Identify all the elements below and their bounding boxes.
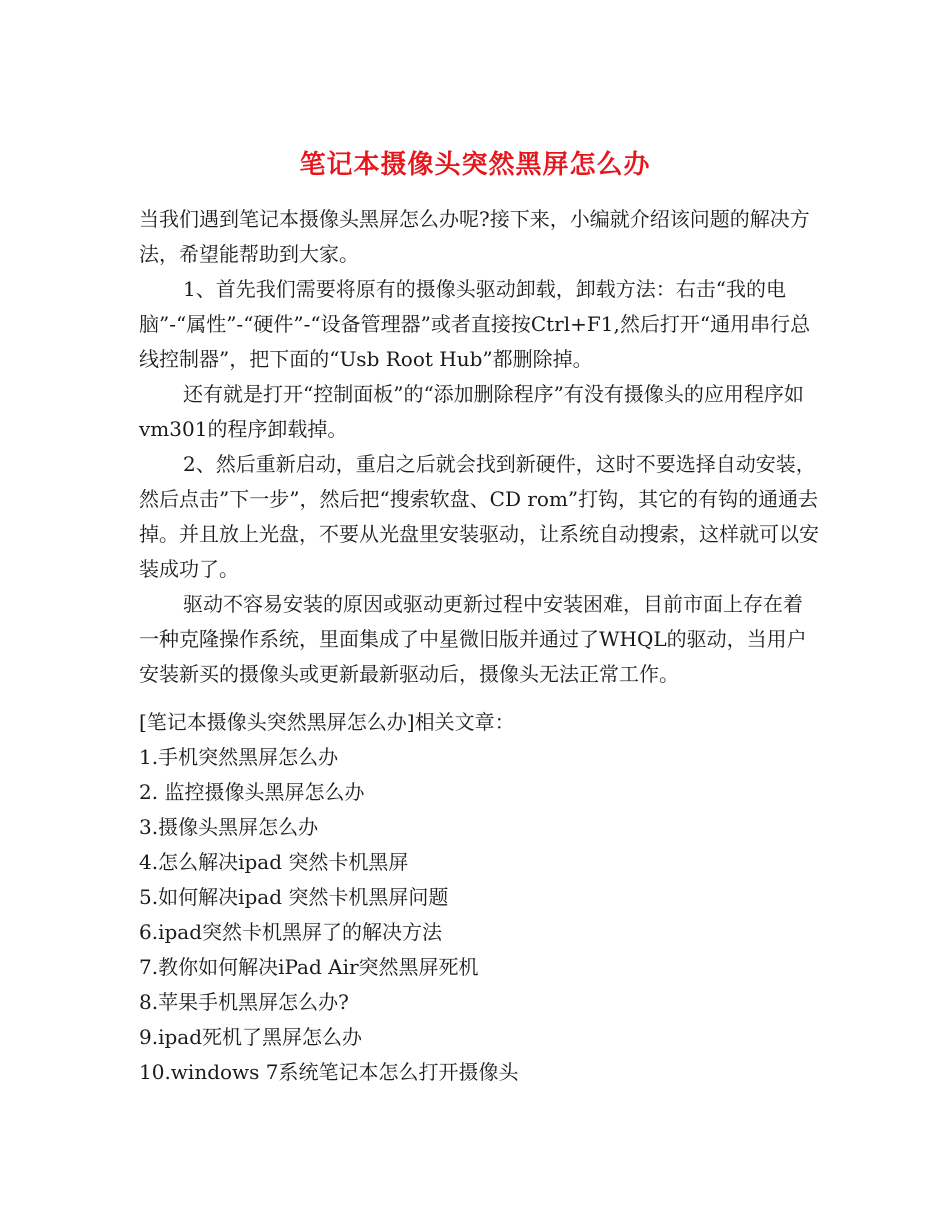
related-item[interactable]: 5.如何解决ipad 突然卡机黑屏问题 — [139, 885, 449, 909]
related-item[interactable]: 6.ipad突然卡机黑屏了的解决方法 — [139, 920, 443, 944]
related-articles — [139, 705, 819, 1090]
related-item[interactable]: 2. 监控摄像头黑屏怎么办 — [139, 780, 365, 804]
driver-issue-paragraph: 驱动不容易安装的原因或驱动更新过程中安装困难，目前市面上存在着一种克隆操作系统，里面集成了中星微旧版并通过了WHQL的驱动，当用户安装新买的摄像头或更新最新驱动后，摄像头无法正常工作。 — [139, 592, 807, 686]
related-heading: [笔记本摄像头突然黑屏怎么办]相关文章： — [139, 710, 515, 734]
related-item[interactable]: 7.教你如何解决iPad Air突然黑屏死机 — [139, 955, 479, 979]
related-item[interactable]: 1.手机突然黑屏怎么办 — [139, 745, 339, 769]
page-title: 笔记本摄像头突然黑屏怎么办 — [299, 150, 651, 181]
intro-paragraph: 当我们遇到笔记本摄像头黑屏怎么办呢?接下来，小编就介绍该问题的解决方法，希望能帮助到大家。 — [139, 207, 810, 266]
step-1-paragraph: 1、首先我们需要将原有的摄像头驱动卸载，卸载方法：右击“我的电脑”-“属性”-“硬件”-“设备管理器”或者直接按Ctrl+F1,然后打开“通用串行总线控制器”，把下面的“Usb Root Hub”都删除掉。 — [139, 277, 811, 371]
related-list — [139, 740, 819, 1090]
related-item[interactable]: 9.ipad死机了黑屏怎么办 — [139, 1025, 363, 1049]
related-item[interactable]: 4.怎么解决ipad 突然卡机黑屏 — [139, 850, 409, 874]
related-item[interactable]: 10.windows 7系统笔记本怎么打开摄像头 — [139, 1060, 519, 1084]
article-body — [139, 202, 819, 692]
related-item[interactable]: 8.苹果手机黑屏怎么办? — [139, 990, 349, 1014]
step-2-paragraph: 2、然后重新启动，重启之后就会找到新硬件，这时不要选择自动安装，然后点击”下一步”，然后把“搜索软盘、CD rom”打钩，其它的有钩的通通去掉。并且放上光盘，不要从光盘里安装驱动，让系统自动搜索，这样就可以安装成功了。 — [139, 452, 819, 581]
control-panel-paragraph: 还有就是打开“控制面板”的“添加删除程序”有没有摄像头的应用程序如vm301的程序卸载掉。 — [139, 382, 804, 441]
related-item[interactable]: 3.摄像头黑屏怎么办 — [139, 815, 319, 839]
